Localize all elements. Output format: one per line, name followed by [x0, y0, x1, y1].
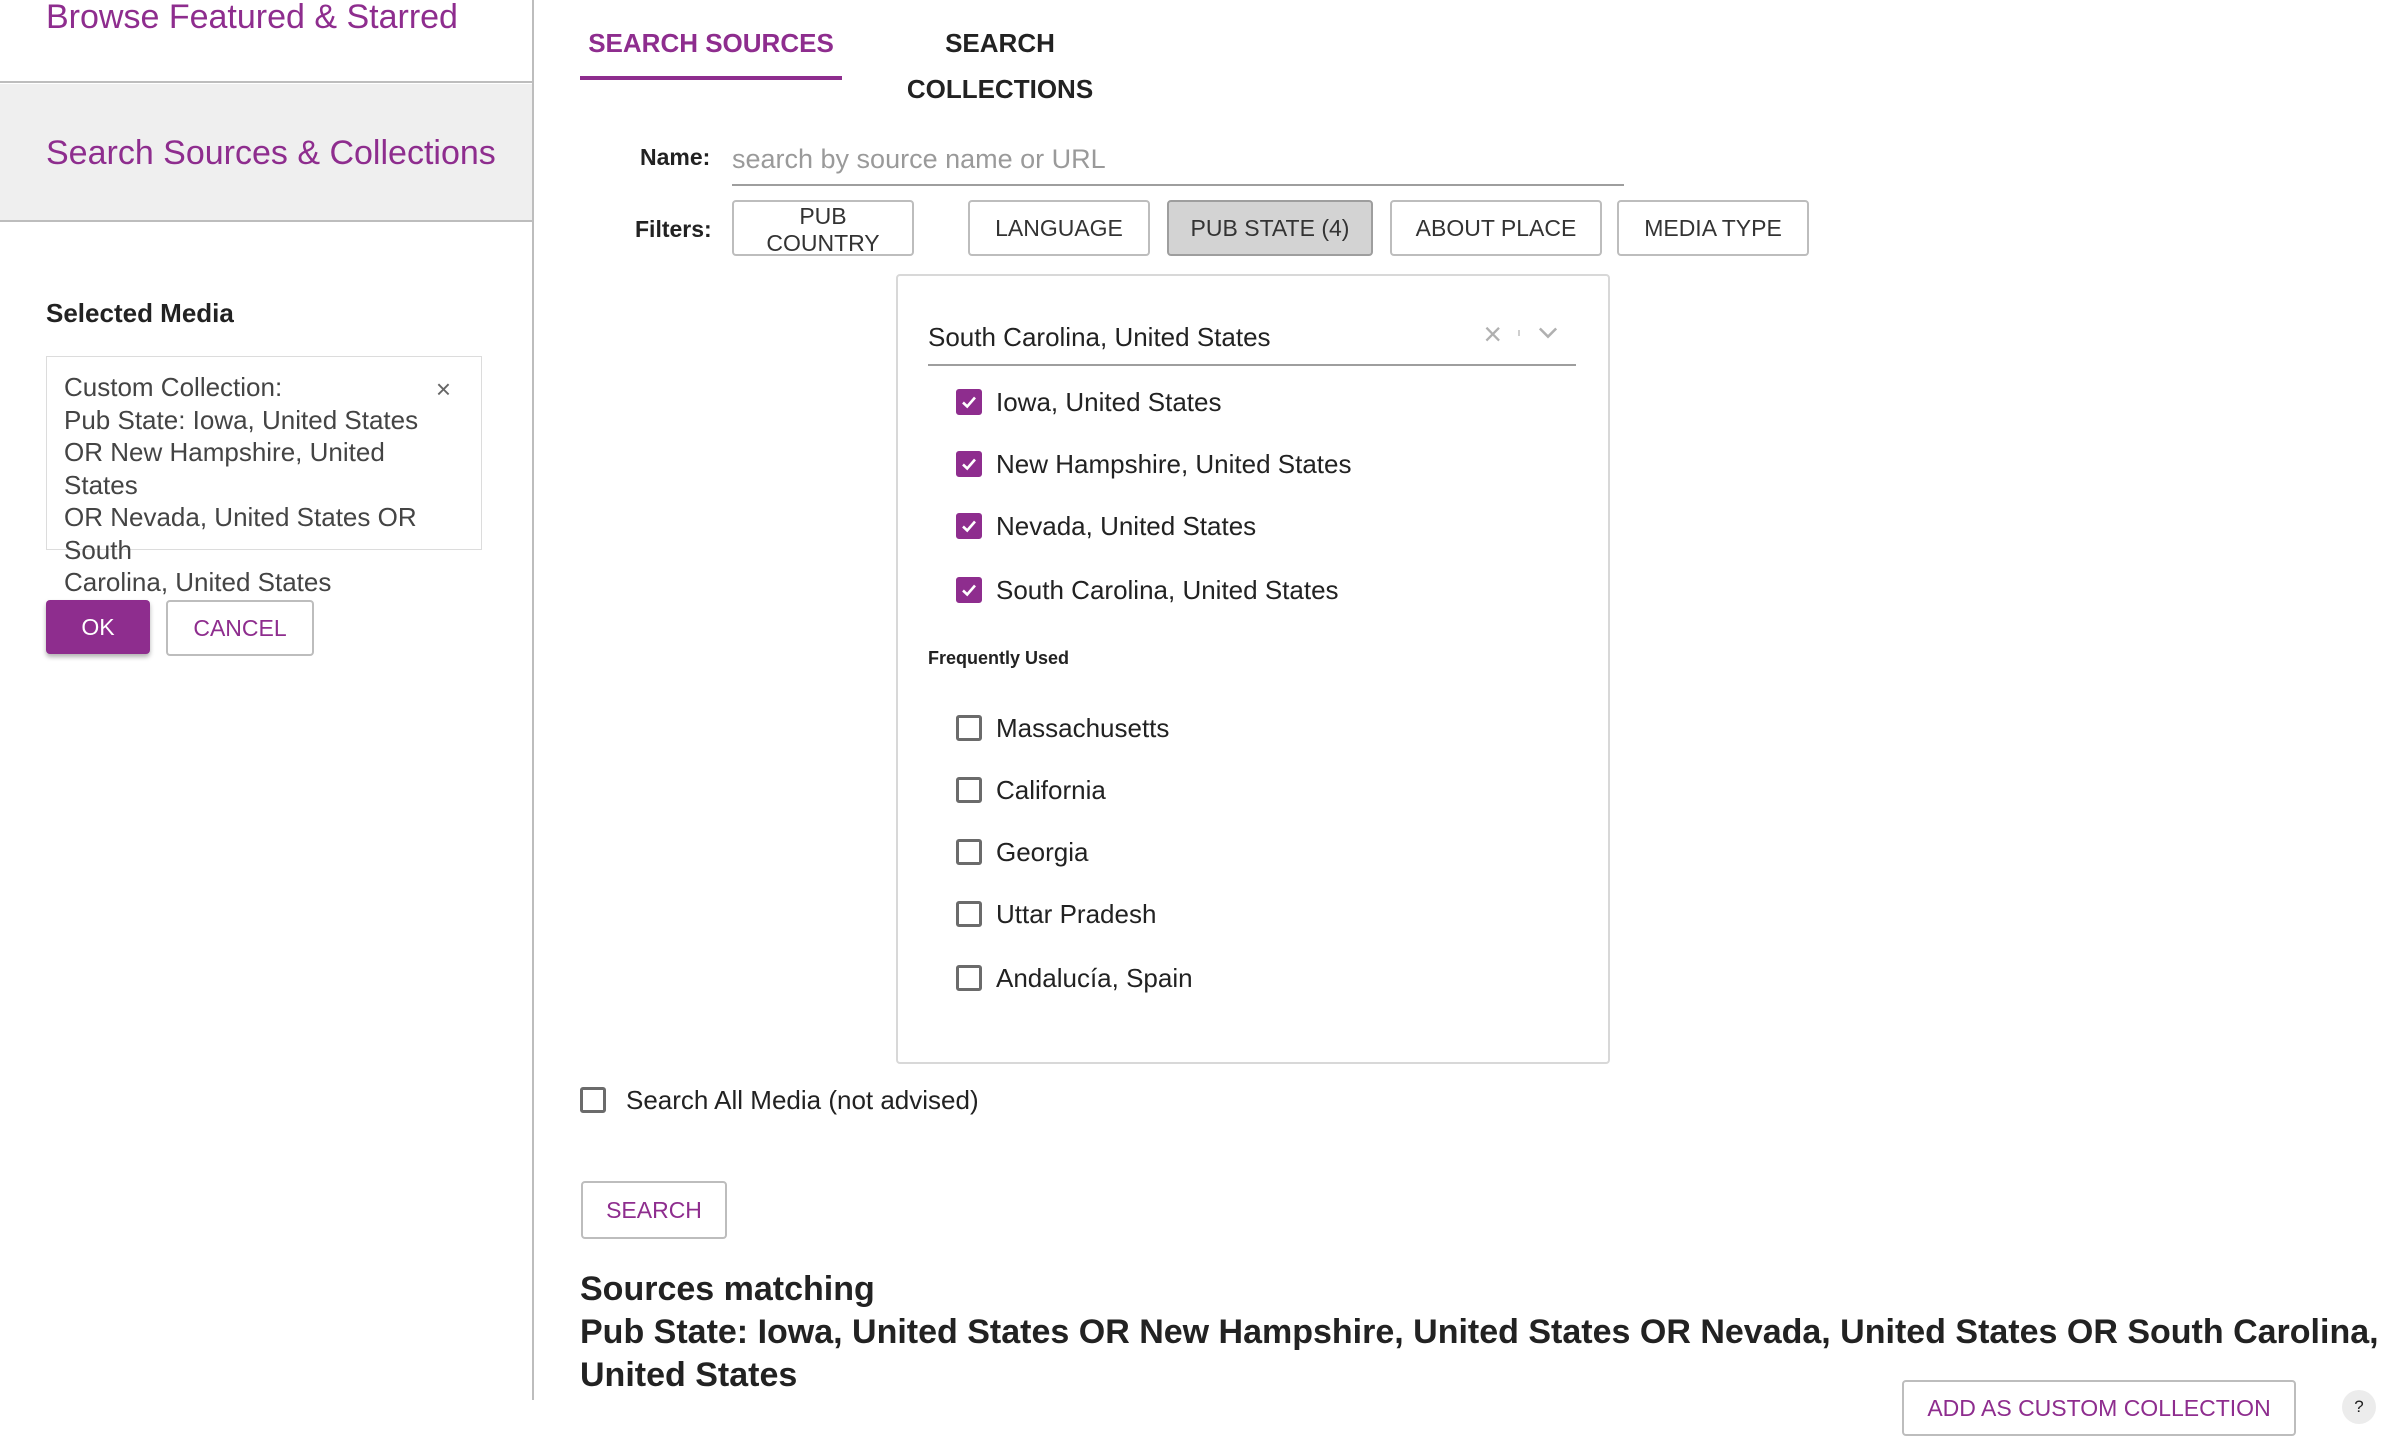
results-query-line: Pub State: Iowa, United States OR New Hampshire, United States OR Nevada, United States OR South Carolina, United States [580, 1313, 2379, 1394]
option-selected-2[interactable] [956, 506, 1256, 546]
tab-search-collections[interactable]: SEARCH COLLECTIONS [906, 28, 1094, 104]
name-label: Name: [640, 144, 711, 170]
checkbox-unchecked-icon[interactable] [956, 839, 982, 865]
close-icon[interactable]: × [435, 374, 451, 404]
separator-icon [1518, 330, 1520, 336]
add-custom-collection-button[interactable]: ADD AS CUSTOM COLLECTION [1902, 1380, 2296, 1436]
filters-label: Filters: [635, 216, 712, 242]
checkbox-checked-icon[interactable] [956, 389, 982, 415]
search-button[interactable]: SEARCH [581, 1181, 727, 1239]
selected-media-line: OR Nevada, United States OR South [64, 502, 417, 565]
select-current-value: South Carolina, United States [928, 322, 1271, 352]
checkbox-unchecked-icon[interactable] [956, 777, 982, 803]
search-all-media-option[interactable] [580, 1080, 979, 1120]
selected-media-line: Carolina, United States [64, 567, 332, 597]
option-frequent-3[interactable] [956, 894, 1156, 934]
browse-featured-label: Browse Featured & Starred [46, 0, 458, 36]
selected-media-line: OR New Hampshire, United States [64, 437, 385, 500]
checkbox-unchecked-icon[interactable] [956, 901, 982, 927]
pub-state-select[interactable] [928, 312, 1576, 366]
option-label: California [996, 774, 1106, 805]
selected-media-title: Selected Media [46, 298, 234, 328]
results-title [580, 1268, 2380, 1397]
option-label: Andalucía, Spain [996, 962, 1193, 993]
filter-pub-country-button[interactable]: PUB COUNTRY [732, 200, 914, 256]
option-label: Iowa, United States [996, 386, 1222, 417]
search-sources-link[interactable] [0, 84, 532, 222]
option-frequent-2[interactable] [956, 832, 1089, 872]
option-selected-3[interactable] [956, 570, 1339, 610]
selected-media-item [46, 356, 482, 597]
checkbox-unchecked-icon[interactable] [956, 715, 982, 741]
option-label: Uttar Pradesh [996, 898, 1157, 929]
search-sources-label: Search Sources & Collections [46, 134, 496, 172]
option-selected-1[interactable] [956, 444, 1351, 484]
selected-media-line: Pub State: Iowa, United States [64, 404, 419, 435]
option-frequent-0[interactable] [956, 708, 1169, 748]
filter-about-place-button[interactable]: ABOUT PLACE [1390, 200, 1602, 256]
checkbox-checked-icon[interactable] [956, 577, 982, 603]
ok-button[interactable]: OK [46, 600, 150, 654]
option-frequent-4[interactable] [956, 958, 1193, 998]
filter-pub-state-button[interactable]: PUB STATE (4) [1167, 200, 1373, 256]
option-label: Georgia [996, 836, 1089, 867]
frequently-used-title: Frequently Used [928, 648, 1070, 668]
results-title-line: Sources matching [580, 1270, 875, 1308]
checkbox-unchecked-icon[interactable] [956, 965, 982, 991]
option-label: Massachusetts [996, 712, 1170, 743]
selected-media-line: Custom Collection: [64, 372, 283, 402]
filter-language-button[interactable]: LANGUAGE [968, 200, 1150, 256]
clear-icon[interactable]: × [1483, 316, 1502, 352]
name-search-input[interactable] [732, 134, 1624, 186]
search-all-media-label: Search All Media (not advised) [626, 1084, 979, 1115]
option-label: Nevada, United States [996, 510, 1257, 541]
cancel-button[interactable]: CANCEL [166, 600, 314, 656]
sidebar [0, 0, 534, 1400]
pub-state-dropdown-panel [896, 274, 1610, 1064]
browse-featured-link[interactable] [0, 0, 532, 83]
tab-search-sources[interactable]: SEARCH SOURCES [580, 20, 842, 80]
option-label: South Carolina, United States [996, 574, 1339, 605]
filter-media-type-button[interactable]: MEDIA TYPE [1617, 200, 1809, 256]
checkbox-checked-icon[interactable] [956, 513, 982, 539]
option-frequent-1[interactable] [956, 770, 1106, 810]
option-label: New Hampshire, United States [996, 448, 1352, 479]
option-selected-0[interactable] [956, 382, 1221, 422]
chevron-down-icon[interactable] [1534, 318, 1562, 346]
help-icon[interactable]: ? [2342, 1390, 2376, 1424]
checkbox-unchecked-icon[interactable] [580, 1087, 606, 1113]
checkbox-checked-icon[interactable] [956, 451, 982, 477]
